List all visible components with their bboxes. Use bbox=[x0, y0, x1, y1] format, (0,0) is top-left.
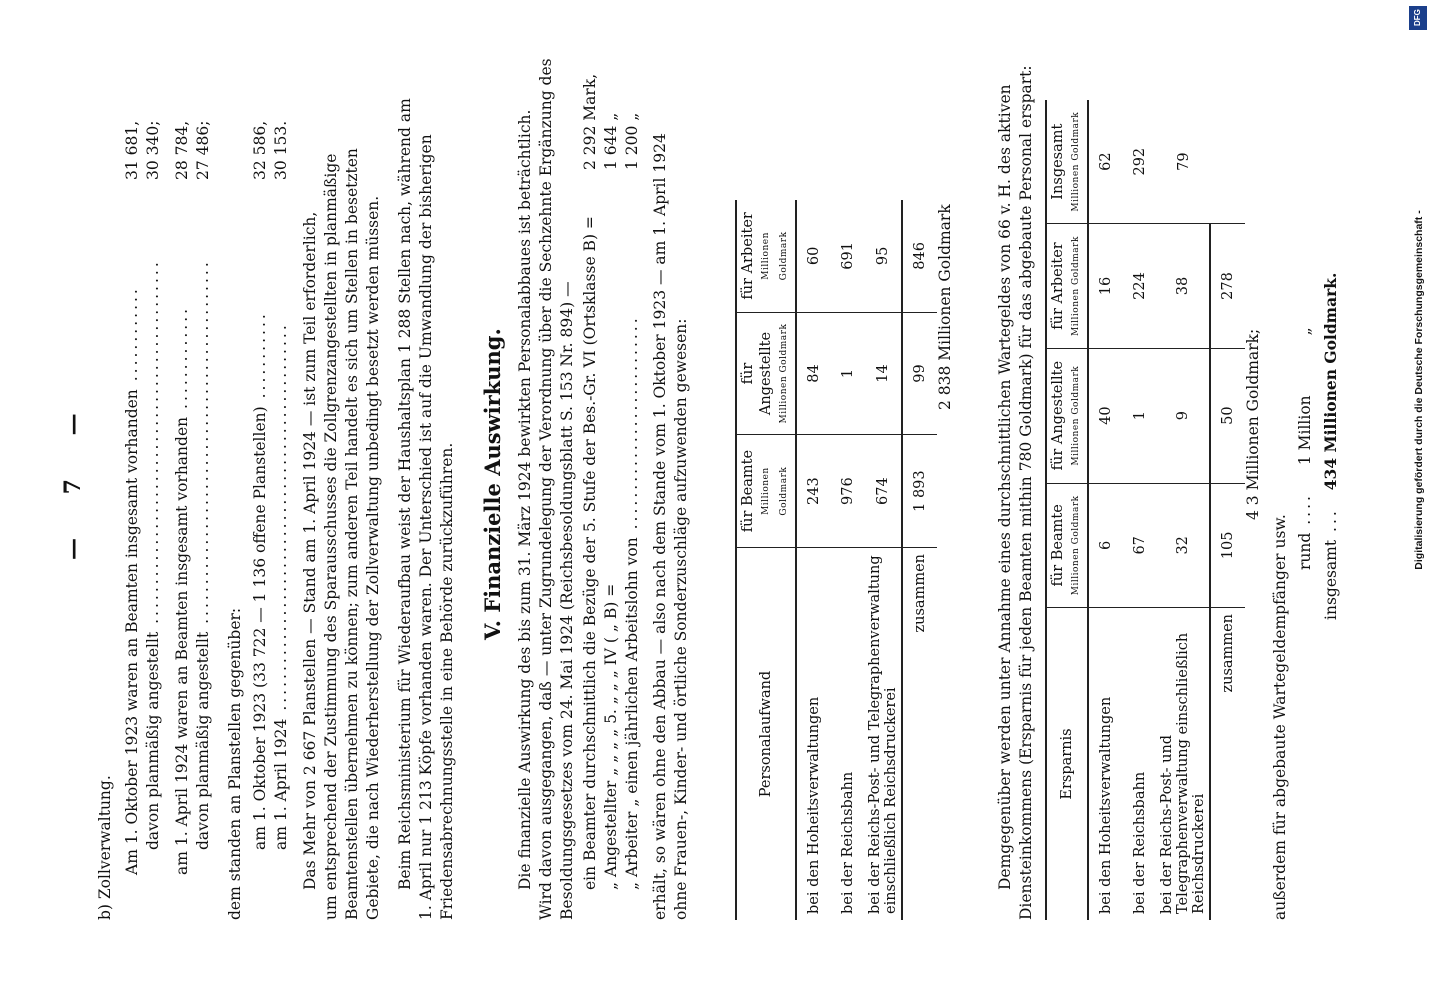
para-fin-1: Die finanzielle Auswirkung des bis zum 31. März 1924 bewirkten Personalabbaues ist beträchtlich. bbox=[516, 109, 534, 890]
planstellen-1924-value: 30 153. bbox=[272, 120, 290, 180]
para-reich-3: Friedensabrechnungsstelle in eine Behörde zurückzuführen. bbox=[438, 442, 456, 920]
section-b-title: b) Zollverwaltung. bbox=[96, 775, 114, 920]
value-1924-a: 28 784, bbox=[173, 120, 191, 180]
col-arbeiter: für Arbeiter Millionen Goldmark bbox=[736, 200, 796, 312]
rund-line: rund .... 1 Million„ bbox=[1296, 327, 1314, 570]
line-1924-a: am 1. April 1924 waren an Beamten insgesamt vorhanden ............. bbox=[173, 305, 191, 875]
table-row: bei den Hoheitsverwaltungen 243 84 60 bbox=[796, 200, 831, 920]
table-personnel-cost bbox=[735, 200, 937, 920]
bezuege-beamter: ein Beamter durchschnittlich die Bezüge der 5. Stufe der Bes.-Gr. VI (Ortsklasse B) = bbox=[581, 216, 599, 890]
col-insgesamt: Insgesamt Millionen Goldmark bbox=[1046, 100, 1088, 224]
insgesamt-line: insgesamt ... 434 Millionen Goldmark. bbox=[1321, 272, 1340, 620]
planstellen-1923: am 1. Oktober 1923 (33 722 — 1 136 offene Planstellen) ........... bbox=[251, 311, 269, 850]
table-row: bei der Reichs-Post- und Telegraphenverwaltung einschließlich Reichsdruckerei 674 14 95 bbox=[865, 200, 902, 920]
planstellen-1924: am 1. April 1924 ................................................. bbox=[272, 322, 290, 850]
table-row: bei der Reichs-Post- und Telegraphenverwaltung einschließlich Reichsdruckerei 32 9 38 79 bbox=[1157, 100, 1210, 920]
table-row: bei der Reichsbahn 976 1 691 bbox=[831, 200, 865, 920]
para-mehr-3: Beamtenstellen übernehmen zu können; zum anderen Teil handelt es sich um Stellen in besetzten bbox=[343, 148, 361, 920]
para-reich-1: Beim Reichsministerium für Wiederaufbau weist der Haushaltsplan 1 288 Stellen nach, während am bbox=[396, 98, 414, 890]
table-row: bei der Reichsbahn 67 1 224 292 bbox=[1123, 100, 1157, 920]
line-1923-a: Am 1. Oktober 1923 waren an Beamten insgesamt vorhanden ............ bbox=[123, 286, 141, 875]
para-mehr-2: um entsprechend der Zustimmung des Sparausschusses die Zollgrenzangestellten in planmäßige bbox=[322, 153, 340, 920]
table-savings bbox=[1045, 100, 1245, 920]
col-arbeiter: für Arbeiter Millionen Goldmark bbox=[1046, 224, 1088, 348]
digitization-credit: Digitalisierung gefördert durch die Deutsche Forschungsgemeinschaft - bbox=[1413, 210, 1425, 570]
table-sum-row: zusammen 1 893 99 846 bbox=[902, 200, 937, 920]
bezuege-beamter-value: 2 292 Mark, bbox=[581, 73, 599, 170]
para-demgegen-2: Diensteinkommens (Ersparnis für jeden Beamten mithin 780 Goldmark) für das abgebaute Personal erspart: bbox=[1017, 65, 1035, 920]
line-1923-b: davon planmäßig angestellt .............................................. bbox=[144, 259, 162, 850]
para-erhaelt-2: ohne Frauen-, Kinder- und örtliche Sonderzuschläge aufzuwenden gewesen: bbox=[672, 318, 690, 920]
bezuege-arbeiter-value: 1 200 „ bbox=[623, 112, 641, 170]
col-angestellte: für Angestellte Millionen Goldmark bbox=[736, 312, 796, 434]
para-fin-2: Wird davon ausgegangen, daß — unter Zugrundelegung der Verordnung über die Sechzehnte Ergänzung des bbox=[537, 58, 555, 920]
col-ersparnis: Ersparnis bbox=[1046, 608, 1088, 921]
ausserdem-line: außerdem für abgebaute Wartegeldempfänger usw. bbox=[1271, 514, 1289, 920]
col-beamte: für Beamte Millionen Goldmark bbox=[1046, 483, 1088, 607]
col-personalaufwand: Personalaufwand bbox=[736, 548, 796, 921]
dfg-credit-strip bbox=[1404, 0, 1434, 1000]
para-reich-2: 1. April nur 1 213 Köpfe vorhanden waren. Der Unterschied ist auf die Umwandlung der bisherigen bbox=[417, 134, 435, 920]
line-1924-b: davon planmäßig angestellt .............................................. bbox=[194, 259, 212, 850]
value-1923-b: 30 340; bbox=[144, 120, 162, 180]
bezuege-angestellter: „ Angestellter „ „ „ „ 5. „ „ „ IV ( „ B) = bbox=[602, 583, 620, 890]
para-mehr-4: Gebiete, die nach Wiederherstellung der Zollverwaltung unbedingt besetzt werden müssen. bbox=[364, 195, 382, 920]
para-mehr-1: Das Mehr von 2 667 Planstellen — Stand am 1. April 1924 — ist zum Teil erforderlich, bbox=[301, 211, 319, 890]
value-1924-b: 27 486; bbox=[194, 120, 212, 180]
planstellen-intro: dem standen an Planstellen gegenüber: bbox=[226, 607, 244, 920]
heading-financial-impact: V. Finanzielle Auswirkung. bbox=[480, 328, 505, 640]
col-angestellte: für Angestellte Millionen Goldmark bbox=[1046, 348, 1088, 483]
table-row: bei den Hoheitsverwaltungen 6 40 16 62 bbox=[1088, 100, 1123, 920]
page-number: — 7 — bbox=[60, 395, 86, 560]
table-sum-row: zusammen 105 50 278 bbox=[1210, 100, 1245, 920]
bezuege-angestellter-value: 1 644 „ bbox=[602, 112, 620, 170]
table1-total: 2 838 Millionen Goldmark bbox=[936, 204, 954, 410]
col-beamte: für Beamte Millionen Goldmark bbox=[736, 435, 796, 548]
table2-total: 4 3 Millionen Goldmark; bbox=[1244, 328, 1262, 520]
para-fin-3: Besoldungsgesetzes vom 24. Mai 1924 (Reichsbesoldungsblatt S. 153 Nr. 894) — bbox=[558, 281, 576, 920]
planstellen-1923-value: 32 586, bbox=[251, 120, 269, 180]
para-erhaelt-1: erhält, so wären ohne den Abbau — also nach dem Stande vom 1. Oktober 1923 — am 1. April 1924 bbox=[651, 133, 669, 920]
dfg-logo: DFG bbox=[1409, 6, 1427, 30]
value-1923-a: 31 681, bbox=[123, 120, 141, 180]
para-demgegen-1: Demgegenüber werden unter Annahme eines durchschnittlichen Wartegeldes von 66 v. H. des aktiven bbox=[996, 84, 1014, 890]
bezuege-arbeiter: „ Arbeiter „ einen jährlichen Arbeitslohn von ........................... bbox=[623, 315, 641, 890]
